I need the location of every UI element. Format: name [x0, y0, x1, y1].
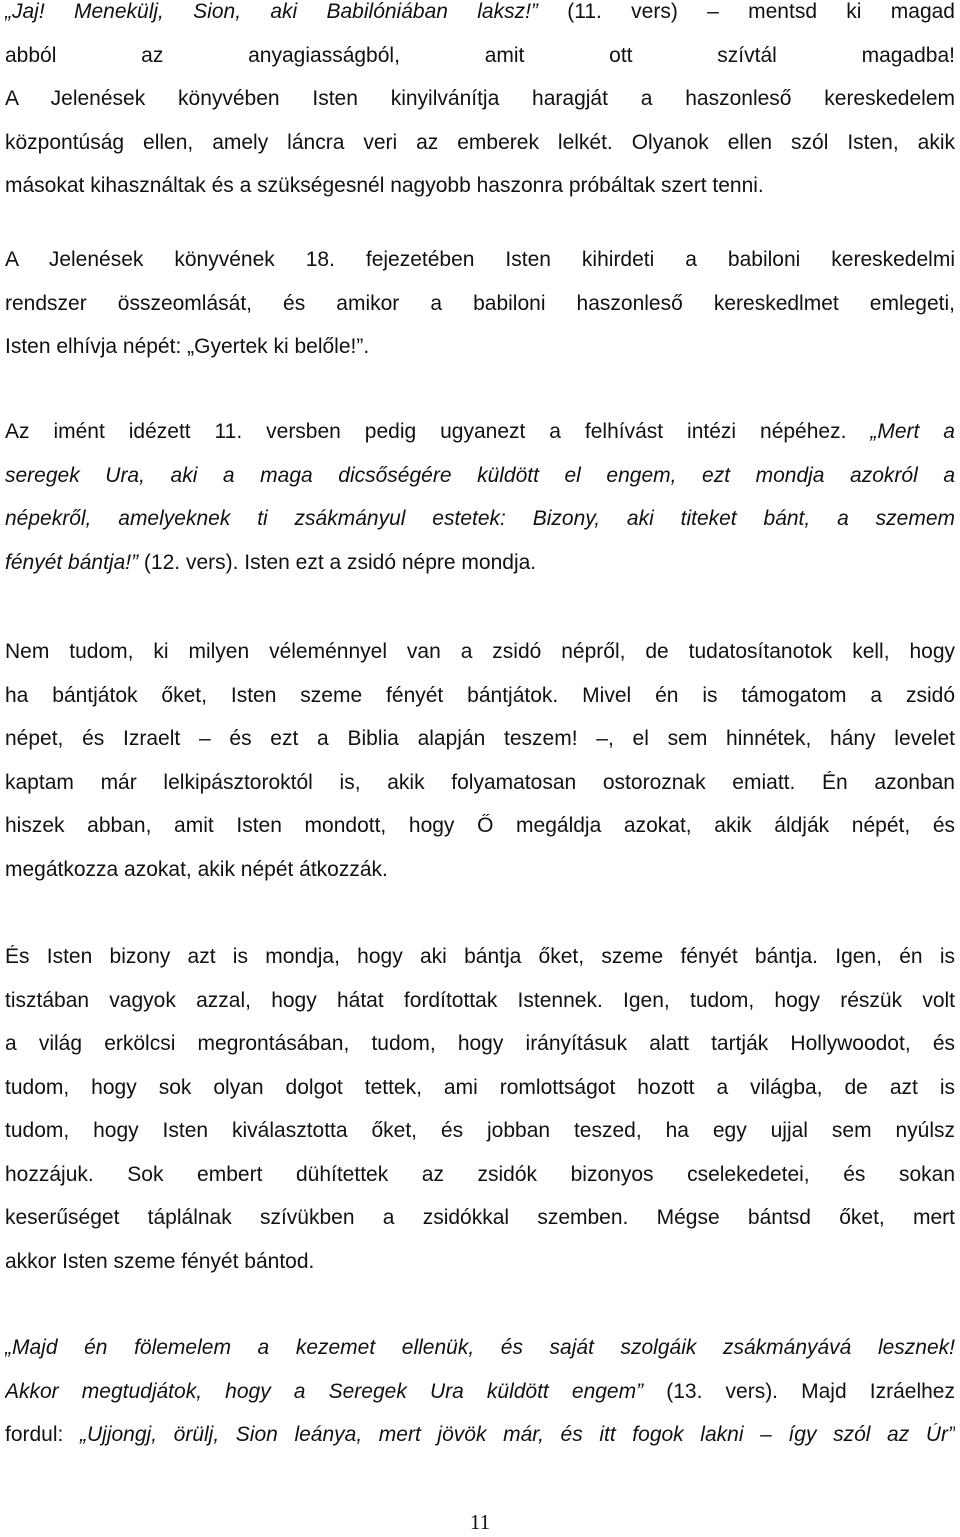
text-span: akkor Isten szeme fényét bántod.	[5, 1249, 315, 1273]
text-span: Nem tudom, ki milyen véleménnyel van a zsidó népről, de tudatosítanotok kell, hogy	[5, 640, 955, 663]
text-line	[5, 0, 955, 44]
text-span: tudom, hogy sok olyan dolgot tettek, ami romlottságot hozott a világba, de azt is	[5, 1075, 955, 1099]
text-line	[5, 464, 955, 508]
italic-quote-span: Akkor megtudjátok, hogy a Seregek Ura küldött engem”	[5, 1379, 644, 1403]
text-span: A Jelenések könyvének 18. fejezetében Isten kihirdeti a babiloni kereskedelmi	[5, 248, 955, 271]
text-line	[5, 1076, 955, 1120]
text-span: ha bántjátok őket, Isten szeme fényét bántjátok. Mivel én is támogatom a zsidó	[5, 683, 955, 707]
text-span: kaptam már lelkipásztoroktól is, akik folyamatosan ostoroznak emiatt. Én azonban	[5, 770, 955, 794]
text-span: Az imént idézett 11. versben pedig ugyanezt a felhívást intézi népéhez.	[5, 420, 871, 443]
text-line	[5, 1163, 955, 1207]
text-span: abból az anyagiasságból, amit ott szívtál magadba!	[5, 43, 955, 67]
text-line	[5, 1423, 955, 1467]
text-line	[5, 640, 955, 684]
text-span: Isten elhívja népét: „Gyertek ki belőle!”.	[5, 335, 370, 358]
text-span: tudom, hogy Isten kiválasztotta őket, és jobban teszed, ha egy ujjal sem nyúlsz	[5, 1119, 955, 1142]
text-line	[5, 248, 955, 292]
text-line	[5, 420, 955, 464]
text-span: hozzájuk. Sok embert dühítettek az zsidók bizonyos cselekedetei, és sokan	[5, 1162, 955, 1186]
text-line	[5, 814, 955, 858]
text-line	[5, 87, 955, 131]
text-line	[5, 1119, 955, 1163]
text-span: (12. vers). Isten ezt a zsidó népre mondja.	[138, 550, 537, 574]
text-span: másokat kihasználtak és a szükségesnél nagyobb haszonra próbáltak szert tenni.	[5, 174, 764, 197]
text-span: népet, és Izraelt – és ezt a Biblia alapján teszem! –, el sem hinnétek, hány levelet	[5, 727, 955, 750]
text-span: tisztában vagyok azzal, hogy hátat fordítottak Istennek. Igen, tudom, hogy részük volt	[5, 988, 955, 1012]
text-line	[5, 551, 955, 595]
text-line	[5, 1380, 955, 1424]
italic-quote-span: „Majd én fölemelem a kezemet ellenük, és saját szolgáik zsákmányává lesznek!	[5, 1336, 955, 1359]
text-line	[5, 989, 955, 1033]
text-line	[5, 1206, 955, 1250]
text-span: (13. vers). Majd Izráelhez	[643, 1379, 955, 1403]
italic-quote-span: népekről, amelyeknek ti zsákmányul estetek: Bizony, aki titeket bánt, a szemem	[5, 507, 955, 530]
italic-quote-span: „Jaj! Menekülj, Sion, aki Babilóniában laksz!”	[5, 0, 538, 23]
text-line	[5, 174, 955, 218]
text-line	[5, 858, 955, 902]
text-line	[5, 131, 955, 175]
text-line	[5, 771, 955, 815]
text-line	[5, 335, 955, 379]
text-line	[5, 727, 955, 771]
italic-quote-span: „Mert a	[870, 420, 955, 443]
text-span: megátkozza azokat, akik népét átkozzák.	[5, 857, 388, 881]
text-line	[5, 292, 955, 336]
text-span: hiszek abban, amit Isten mondott, hogy Ő megáldja azokat, akik áldják népét, és	[5, 814, 955, 837]
text-span: És Isten bizony azt is mondja, hogy aki bántja őket, szeme fényét bántja. Igen, én is	[5, 945, 955, 968]
page-number: 11	[469, 1510, 491, 1534]
text-line	[5, 1336, 955, 1380]
text-span: rendszer összeomlását, és amikor a babiloni haszonleső kereskedlmet emlegeti,	[5, 291, 955, 315]
text-span: A Jelenések könyvében Isten kinyilvánítja haragját a haszonleső kereskedelem	[5, 87, 955, 110]
text-line	[5, 44, 955, 88]
text-span: keserűséget táplálnak szívükben a zsidókkal szemben. Mégse bántsd őket, mert	[5, 1206, 955, 1229]
text-span: központúság ellen, amely láncra veri az emberek lelkét. Olyanok ellen szól Isten, akik	[5, 130, 955, 154]
text-line	[5, 1032, 955, 1076]
text-line	[5, 945, 955, 989]
italic-quote-span: „Ujjongj, örülj, Sion leánya, mert jövök már, és itt fogok lakni – így szól az Úr”	[80, 1423, 955, 1446]
text-line	[5, 1250, 955, 1294]
text-line	[5, 507, 955, 551]
text-line	[5, 684, 955, 728]
text-span: (11. vers) – mentsd ki magad	[537, 0, 955, 23]
italic-quote-span: seregek Ura, aki a maga dicsőségére küldött el engem, ezt mondja azokról a	[5, 463, 955, 487]
text-span: fordul:	[5, 1423, 80, 1446]
text-span: a világ erkölcsi megrontásában, tudom, hogy irányításuk alatt tartják Hollywoodot, és	[5, 1032, 955, 1055]
italic-quote-span: fényét bántja!”	[5, 550, 139, 574]
